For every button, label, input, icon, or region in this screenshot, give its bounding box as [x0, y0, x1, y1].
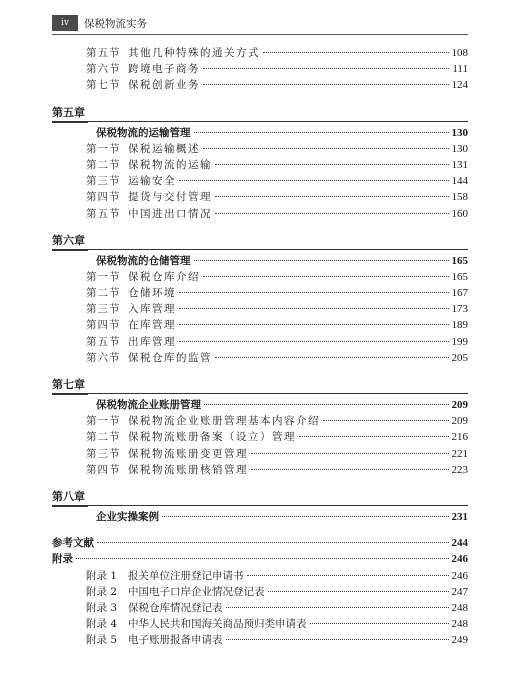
section-label: 第一节: [86, 270, 121, 283]
section-title: 保税物流账册备案（设立）管理: [128, 431, 296, 444]
page-number: 223: [451, 463, 468, 476]
leader-dots: [203, 73, 449, 85]
appendix-label: 附录 4: [86, 618, 118, 631]
section-label: 第五节: [86, 47, 121, 59]
section-title: 保税物流账册变更管理: [128, 447, 248, 460]
section-label: 第二节: [86, 287, 121, 300]
leader-dots: [179, 330, 449, 342]
page-number: 199: [451, 335, 468, 348]
page-number: 209: [451, 415, 468, 428]
appendix-item-title: 中国电子口岸企业情况登记表: [128, 585, 265, 598]
leader-dots: [179, 297, 449, 309]
chapter-title: 保税物流的仓储管理: [96, 254, 191, 267]
section-title: 运输安全: [128, 175, 176, 188]
leader-dots: [97, 531, 449, 543]
leader-dots: [215, 185, 449, 197]
leader-dots: [179, 313, 449, 325]
page-number: 216: [451, 431, 468, 444]
section-label: 第三节: [86, 175, 121, 188]
section-title: 保税物流的运输: [128, 158, 212, 171]
chapter-label: 第五章: [52, 105, 468, 122]
section-title: 保税仓库的监管: [128, 351, 212, 364]
page-number: 167: [451, 287, 468, 300]
leader-dots: [310, 612, 449, 624]
leader-dots: [194, 121, 449, 133]
leader-dots: [179, 169, 449, 181]
toc-entry[interactable]: [52, 205, 468, 221]
leader-dots: [247, 564, 449, 576]
book-title: 保税物流实务: [84, 18, 147, 30]
page-number: 249: [451, 634, 468, 647]
page-number: 130: [451, 142, 468, 155]
leader-dots: [323, 409, 449, 421]
chapter-label: 第七章: [52, 377, 468, 394]
section-title: 入库管理: [128, 303, 176, 316]
appendix-label: 附录 3: [86, 601, 118, 614]
leader-dots: [268, 580, 449, 592]
page-number: 247: [451, 585, 468, 598]
section-title: 保税物流账册核销管理: [128, 463, 248, 476]
appendix-label: 附录 1: [86, 569, 118, 582]
section-label: 第二节: [86, 431, 121, 444]
leader-dots: [251, 442, 449, 454]
appendix-title: 附录: [52, 553, 73, 566]
appendix-item-title: 报关单位注册登记申请书: [128, 569, 244, 582]
chapter-title: 企业实操案例: [96, 510, 159, 523]
section-title: 中国进出口情况: [128, 207, 212, 220]
leader-dots: [203, 137, 449, 149]
page-number: 221: [451, 447, 468, 460]
page-number: 144: [451, 175, 468, 188]
appendix-item-title: 中华人民共和国海关商品预归类申请表: [128, 618, 307, 631]
leader-dots: [215, 153, 449, 165]
toc-entry[interactable]: [52, 349, 468, 365]
page-number: 189: [451, 319, 468, 332]
page-number: 111: [452, 63, 468, 76]
section-title: 提货与交付管理: [128, 191, 212, 204]
appendix-item[interactable]: [52, 631, 468, 647]
section-label: 第四节: [86, 463, 121, 476]
chapter-label: 第六章: [52, 233, 468, 250]
page-number: 246: [451, 569, 468, 582]
section-label: 第五节: [86, 207, 121, 220]
section-label: 第六节: [86, 351, 121, 364]
section-title: 保税创新业务: [128, 79, 200, 92]
section-label: 第三节: [86, 303, 121, 316]
leader-dots: [299, 425, 449, 437]
page-number: 130: [451, 126, 468, 139]
page-number: 209: [451, 399, 468, 411]
leader-dots: [179, 281, 449, 293]
references-title: 参考文献: [52, 537, 94, 550]
section-title: 仓储环境: [128, 287, 176, 300]
page-number-badge: iv: [52, 15, 78, 31]
page-number: 165: [451, 254, 468, 267]
page-number: 158: [451, 191, 468, 204]
section-label: 第三节: [86, 447, 121, 460]
page-number: 108: [451, 47, 468, 59]
table-of-contents: [52, 44, 468, 647]
leader-dots: [162, 505, 449, 517]
page-number: 165: [451, 270, 468, 283]
page-number: 205: [451, 351, 468, 364]
appendix-item-title: 保税仓库情况登记表: [128, 601, 223, 614]
chapter-label: 第八章: [52, 489, 468, 506]
section-label: 第二节: [86, 158, 121, 171]
page-number: 160: [451, 207, 468, 220]
leader-dots: [203, 265, 449, 277]
section-label: 第一节: [86, 142, 121, 155]
chapter-title: 保税物流企业账册管理: [96, 399, 201, 411]
section-label: 第七节: [86, 79, 121, 92]
page-number: 248: [451, 618, 468, 631]
page-number: 248: [451, 601, 468, 614]
page-number: 131: [451, 158, 468, 171]
section-title: 保税物流企业账册管理基本内容介绍: [128, 415, 320, 428]
leader-dots: [215, 346, 449, 358]
toc-entry[interactable]: [52, 76, 468, 92]
section-title: 跨境电子商务: [128, 63, 200, 76]
leader-dots: [194, 249, 449, 261]
leader-dots: [76, 547, 449, 559]
section-title: 其他几种特殊的通关方式: [128, 47, 260, 59]
leader-dots: [251, 458, 449, 470]
leader-dots: [203, 57, 449, 69]
section-label: 第四节: [86, 319, 121, 332]
leader-dots: [204, 393, 449, 405]
page-number: 124: [451, 79, 468, 92]
section-title: 出库管理: [128, 335, 176, 348]
appendix-item-title: 电子账册报备申请表: [128, 634, 223, 647]
leader-dots: [226, 596, 449, 608]
section-label: 第五节: [86, 335, 121, 348]
section-label: 第一节: [86, 415, 121, 428]
section-title: 保税仓库介绍: [128, 270, 200, 283]
leader-dots: [263, 41, 449, 53]
toc-entry[interactable]: [52, 461, 468, 477]
section-title: 在库管理: [128, 319, 176, 332]
leader-dots: [226, 628, 449, 640]
chapter-entry[interactable]: [52, 508, 468, 524]
page-number: 231: [451, 510, 468, 523]
page-number: 244: [451, 537, 468, 550]
section-label: 第四节: [86, 191, 121, 204]
page-number: 173: [451, 303, 468, 316]
page-number: 246: [451, 553, 468, 566]
running-header: [52, 14, 468, 35]
section-label: 第六节: [86, 63, 121, 76]
appendix-label: 附录 2: [86, 585, 118, 598]
section-title: 保税运输概述: [128, 142, 200, 155]
chapter-title: 保税物流的运输管理: [96, 126, 191, 139]
leader-dots: [215, 202, 449, 214]
appendix-label: 附录 5: [86, 634, 118, 647]
